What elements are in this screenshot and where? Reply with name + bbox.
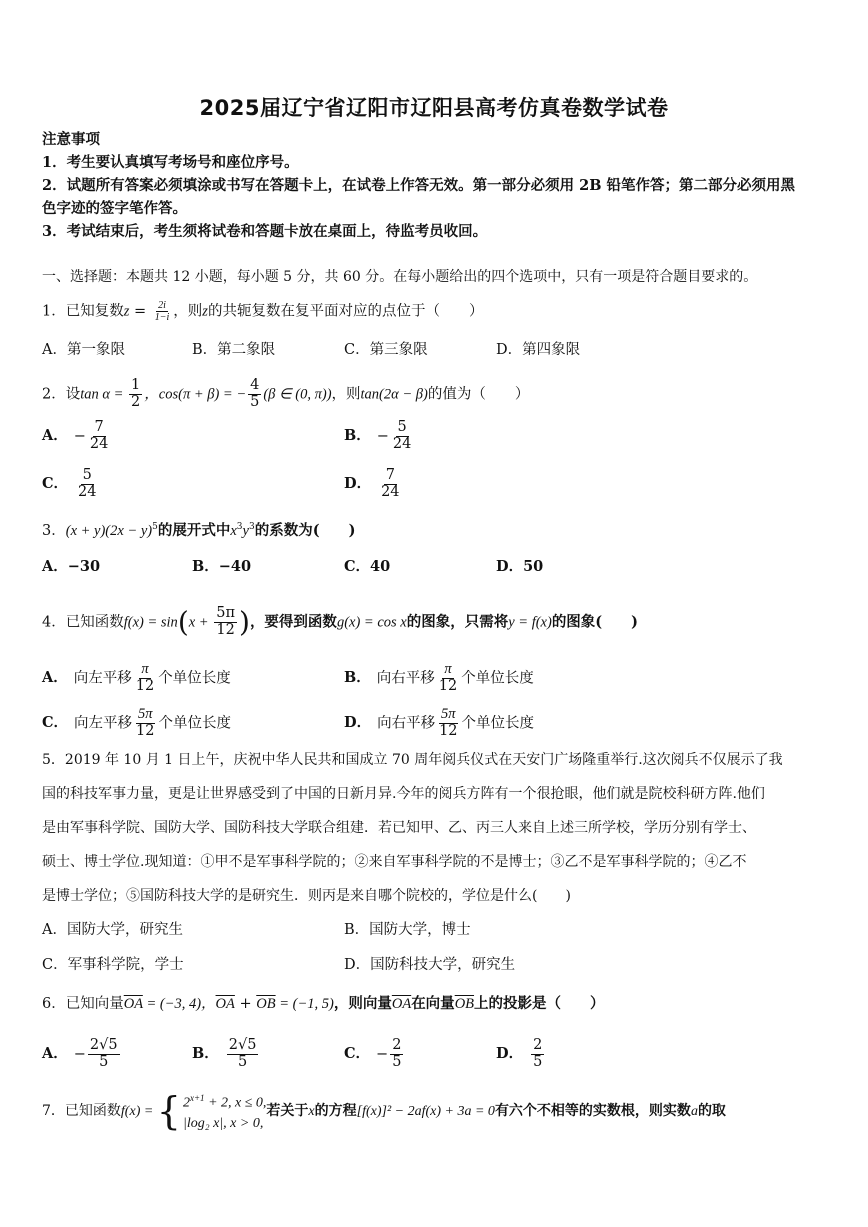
- q7-case1-exp: x+1: [189, 1093, 205, 1103]
- q5-option-c[interactable]: C．军事科学院，学士: [42, 957, 184, 973]
- q6-mid2: 在向量: [411, 995, 455, 1012]
- q1-mid: ，则: [173, 303, 203, 320]
- q2-target: tan(2α − β): [360, 386, 428, 403]
- q2-mid: ，则: [331, 386, 361, 403]
- q2-frac1: [129, 378, 142, 411]
- option-num: 2: [533, 1037, 543, 1053]
- q1-z2: z: [202, 303, 208, 320]
- q4-f: f(x) = sin: [123, 614, 178, 631]
- q6-v1: = (−3, 4)，: [142, 996, 216, 1012]
- option-fraction: [134, 707, 156, 740]
- q7-brace: {: [156, 1088, 181, 1133]
- q1-fraction: [153, 300, 172, 323]
- q6-mid: ，则向量: [333, 995, 392, 1012]
- q4-option-d[interactable]: [344, 707, 534, 740]
- q7-case1: [183, 1088, 266, 1114]
- option-den: 12: [136, 722, 155, 739]
- option-den: 24: [78, 483, 97, 500]
- notice-heading: 注意事项: [42, 132, 100, 148]
- q4-den: 12: [216, 621, 235, 638]
- q2-frac2: [248, 378, 261, 411]
- q3-term2: y: [242, 522, 249, 539]
- q5-option-a[interactable]: A．国防大学，研究生: [42, 922, 183, 938]
- option-num: π: [141, 661, 149, 677]
- option-fraction: [76, 468, 98, 501]
- q3-expr: (x + y)(2x − y): [65, 522, 153, 539]
- q7-eq: [f(x)]² − 2af(x) + 3a = 0: [356, 1103, 495, 1119]
- q6-option-b[interactable]: [192, 1038, 260, 1071]
- option-sign: −: [376, 1046, 389, 1063]
- q1-num: 2i: [158, 300, 166, 311]
- question-5-line: 是博士学位；⑤国防科技大学的是研究生．则丙是来自哪个院校的，学位是什么( ): [42, 888, 571, 904]
- q3-option-b[interactable]: B．−40: [192, 558, 252, 575]
- option-letter: C．: [42, 475, 69, 493]
- option-fraction: [390, 1038, 403, 1071]
- option-den: 24: [89, 435, 109, 452]
- option-num: 7: [385, 467, 395, 483]
- q7-x: x: [308, 1103, 315, 1119]
- q7-a: a: [690, 1103, 698, 1119]
- q1-option-b[interactable]: B．第二象限: [192, 342, 276, 358]
- q5-option-b[interactable]: B．国防大学，博士: [344, 922, 471, 938]
- q7-prefix: 7．已知函数: [42, 1102, 121, 1119]
- option-den: 12: [135, 677, 155, 694]
- q3-option-a[interactable]: A．−30: [42, 558, 101, 575]
- option-post: 个单位长度: [461, 715, 535, 732]
- q7-case1-base: 2: [182, 1095, 190, 1111]
- question-1: [42, 300, 483, 323]
- option-pre: 向右平移: [376, 670, 435, 687]
- option-sign: −: [73, 1046, 86, 1063]
- option-sign: −: [73, 428, 86, 445]
- notice-item: 色字迹的签字笔作答。: [42, 200, 187, 217]
- q7-mid: 若关于: [266, 1102, 309, 1119]
- question-4: [42, 606, 638, 639]
- option-letter: C．: [344, 1045, 371, 1063]
- option-fraction: [227, 1038, 259, 1071]
- option-num: 5: [82, 467, 92, 483]
- option-letter: A．: [42, 1045, 68, 1063]
- question-5-line: 国的科技军事力量，更是让世界感受到了中国的日新月异.今年的阅兵方阵有一个很抢眼，他们就是院校科研方阵.他们: [42, 786, 765, 802]
- q6-oa: $\overline{OA}$: [123, 996, 143, 1012]
- q6-v2: = (−1, 5): [275, 996, 334, 1012]
- q4-option-b[interactable]: [344, 662, 534, 695]
- notice-item: 2．试题所有答案必须填涂或书写在答题卡上，在试卷上作答无效。第一部分必须用 2B 铅笔作答；第二部分必须用黑: [42, 177, 796, 194]
- option-num: 7: [94, 419, 104, 435]
- question-2: [42, 378, 529, 411]
- option-pre: 向左平移: [74, 715, 133, 732]
- q6-ob: $\overline{OB}$: [256, 996, 276, 1012]
- question-5-line: 硕士、博士学位.现知道：①甲不是军事科学院的；②来自军事科学院的不是博士；③乙不是军事科学院的；④乙不: [42, 854, 747, 870]
- q1-den: 1−i: [154, 312, 170, 323]
- q2-prefix: 2．设: [42, 386, 81, 403]
- q7-case1-rest: + 2, x ≤ 0,: [204, 1095, 267, 1111]
- option-letter: B．: [192, 1045, 219, 1063]
- option-num: 2√5: [89, 1037, 118, 1053]
- q2-option-c[interactable]: [42, 468, 101, 501]
- q6-ob2: $\overline{OB}$: [454, 996, 475, 1012]
- notice-item: 1．考生要认真填写考场号和座位序号。: [42, 154, 299, 171]
- q2-option-b[interactable]: [344, 420, 415, 453]
- q2-n2: 4: [250, 377, 260, 393]
- option-num: 2: [392, 1037, 402, 1053]
- question-3: [42, 517, 355, 541]
- option-pre: 向左平移: [73, 670, 132, 687]
- option-num: 5: [397, 419, 407, 435]
- option-den: 5: [533, 1053, 543, 1070]
- option-num: π: [444, 661, 452, 677]
- q1-suffix: 的共轭复数在复平面对应的点位于（ ）: [207, 303, 484, 320]
- q2-d2: 5: [250, 393, 260, 410]
- q4-inner: x +: [188, 614, 213, 631]
- option-num: 2√5: [228, 1037, 257, 1053]
- q6-option-d[interactable]: [496, 1038, 546, 1071]
- option-fraction: [379, 468, 401, 501]
- q1-z: z: [123, 303, 130, 320]
- option-letter: B．: [344, 669, 371, 687]
- option-post: 个单位长度: [461, 670, 534, 687]
- option-fraction: [88, 420, 110, 453]
- option-sign: −: [376, 428, 389, 445]
- q4-suffix: 的图象( ): [551, 613, 639, 631]
- page-title: 2025届辽宁省辽阳市辽阳县高考仿真卷数学试卷: [199, 96, 669, 120]
- q2-tan: tan α =: [80, 386, 128, 403]
- q4-num: 5π: [216, 605, 235, 621]
- q6-prefix: 6．已知向量: [42, 996, 124, 1012]
- q2-option-a[interactable]: [42, 420, 112, 453]
- q4-option-a[interactable]: [42, 662, 231, 695]
- option-den: 12: [438, 677, 458, 694]
- q4-y: y = f(x): [508, 614, 552, 631]
- q2-cond: (β ∈ (0, π)): [263, 386, 332, 403]
- q4-prefix: 4．已知函数: [42, 614, 124, 631]
- option-letter: A．: [42, 669, 68, 687]
- option-den: 24: [392, 435, 412, 452]
- q3-option-c[interactable]: C．40: [344, 558, 391, 575]
- q2-option-d[interactable]: [344, 468, 404, 501]
- q6-option-a[interactable]: [42, 1038, 122, 1071]
- q3-exp: 5: [152, 522, 158, 532]
- q1-prefix: 1．已知复数: [42, 303, 124, 320]
- q1-option-c[interactable]: C．第三象限: [344, 342, 428, 358]
- option-post: 个单位长度: [158, 670, 231, 687]
- question-5-line: 5．2019 年 10 月 1 日上午，庆祝中华人民共和国成立 70 周年阅兵仪式在天安门广场隆重举行.这次阅兵不仅展示了我: [42, 752, 783, 768]
- q3-option-d[interactable]: D．50: [496, 558, 544, 575]
- option-letter: A．: [42, 427, 68, 445]
- question-6: [42, 994, 605, 1014]
- option-den: 5: [238, 1053, 248, 1070]
- q2-suffix: 的值为（ ）: [427, 386, 530, 403]
- option-letter: C．: [42, 714, 69, 732]
- option-pre: 向右平移: [377, 715, 436, 732]
- q6-plus: +: [234, 996, 257, 1012]
- q3-prefix: 3．: [42, 522, 66, 539]
- option-fraction: [437, 662, 459, 695]
- option-post: 个单位长度: [158, 715, 231, 732]
- q4-mid: ，要得到函数: [249, 613, 337, 631]
- option-fraction: [391, 420, 413, 453]
- q6-oa3: $\overline{OA}$: [391, 996, 412, 1012]
- q2-n1: 1: [131, 377, 141, 393]
- option-fraction: [437, 707, 459, 740]
- option-fraction: [531, 1038, 544, 1071]
- q5-option-d[interactable]: D．国防科技大学，研究生: [344, 957, 516, 973]
- q1-option-a[interactable]: A．第一象限: [42, 342, 125, 358]
- q7-mid3: 有六个不相等的实数根，则实数: [494, 1102, 691, 1119]
- q4-mid2: 的图象，只需将: [406, 613, 509, 631]
- option-num: 5π: [138, 706, 153, 722]
- q4-paren-close: ): [239, 605, 250, 639]
- option-den: 24: [381, 483, 400, 500]
- q1-option-d[interactable]: D．第四象限: [496, 342, 581, 358]
- q6-suffix: 上的投影是（ ）: [474, 995, 605, 1012]
- question-7: [42, 1088, 726, 1134]
- q4-g: g(x) = cos x: [336, 614, 407, 631]
- q4-frac: [214, 606, 237, 639]
- option-letter: D．: [344, 714, 372, 732]
- option-num: 5π: [441, 706, 456, 722]
- q3-mid: 的展开式中: [157, 521, 231, 539]
- option-letter: B．: [344, 427, 371, 445]
- option-den: 5: [392, 1053, 402, 1070]
- q6-option-c[interactable]: [344, 1038, 405, 1071]
- q7-piecewise: [183, 1088, 266, 1134]
- option-fraction: [88, 1038, 120, 1071]
- option-letter: D．: [344, 475, 372, 493]
- q3-e1: 3: [236, 522, 243, 532]
- option-fraction: [134, 662, 156, 695]
- section-heading: 一、选择题：本题共 12 小题，每小题 5 分，共 60 分。在每小题给出的四个选项中，只有一项是符合题目要求的。: [42, 269, 758, 285]
- notice-item: 3．考试结束后，考生须将试卷和答题卡放在桌面上，待监考员收回。: [42, 223, 488, 240]
- option-letter: D．: [496, 1045, 524, 1063]
- q3-suffix: 的系数为( ): [254, 521, 356, 539]
- q2-cos: ，cos(π + β) = −: [144, 386, 247, 403]
- q1-eq: =: [129, 303, 151, 320]
- q7-f: f(x) =: [120, 1103, 157, 1119]
- option-den: 5: [99, 1053, 109, 1070]
- q7-case2: |log₂ x|, x > 0,: [182, 1115, 264, 1131]
- q3-term: x: [230, 522, 237, 539]
- q7-mid2: 的方程: [314, 1102, 357, 1119]
- q4-option-c[interactable]: [42, 707, 231, 740]
- q3-e2: 3: [248, 522, 255, 532]
- question-5-line: 是由军事科学院、国防大学、国防科技大学联合组建．若已知甲、乙、丙三人来自上述三所学校，学历分别有学士、: [42, 820, 756, 836]
- q6-oa2: $\overline{OA}$: [215, 996, 235, 1012]
- q2-d1: 2: [131, 393, 141, 410]
- q7-suffix: 的取: [697, 1102, 726, 1119]
- option-den: 12: [439, 722, 458, 739]
- q4-paren-open: (: [177, 605, 189, 639]
